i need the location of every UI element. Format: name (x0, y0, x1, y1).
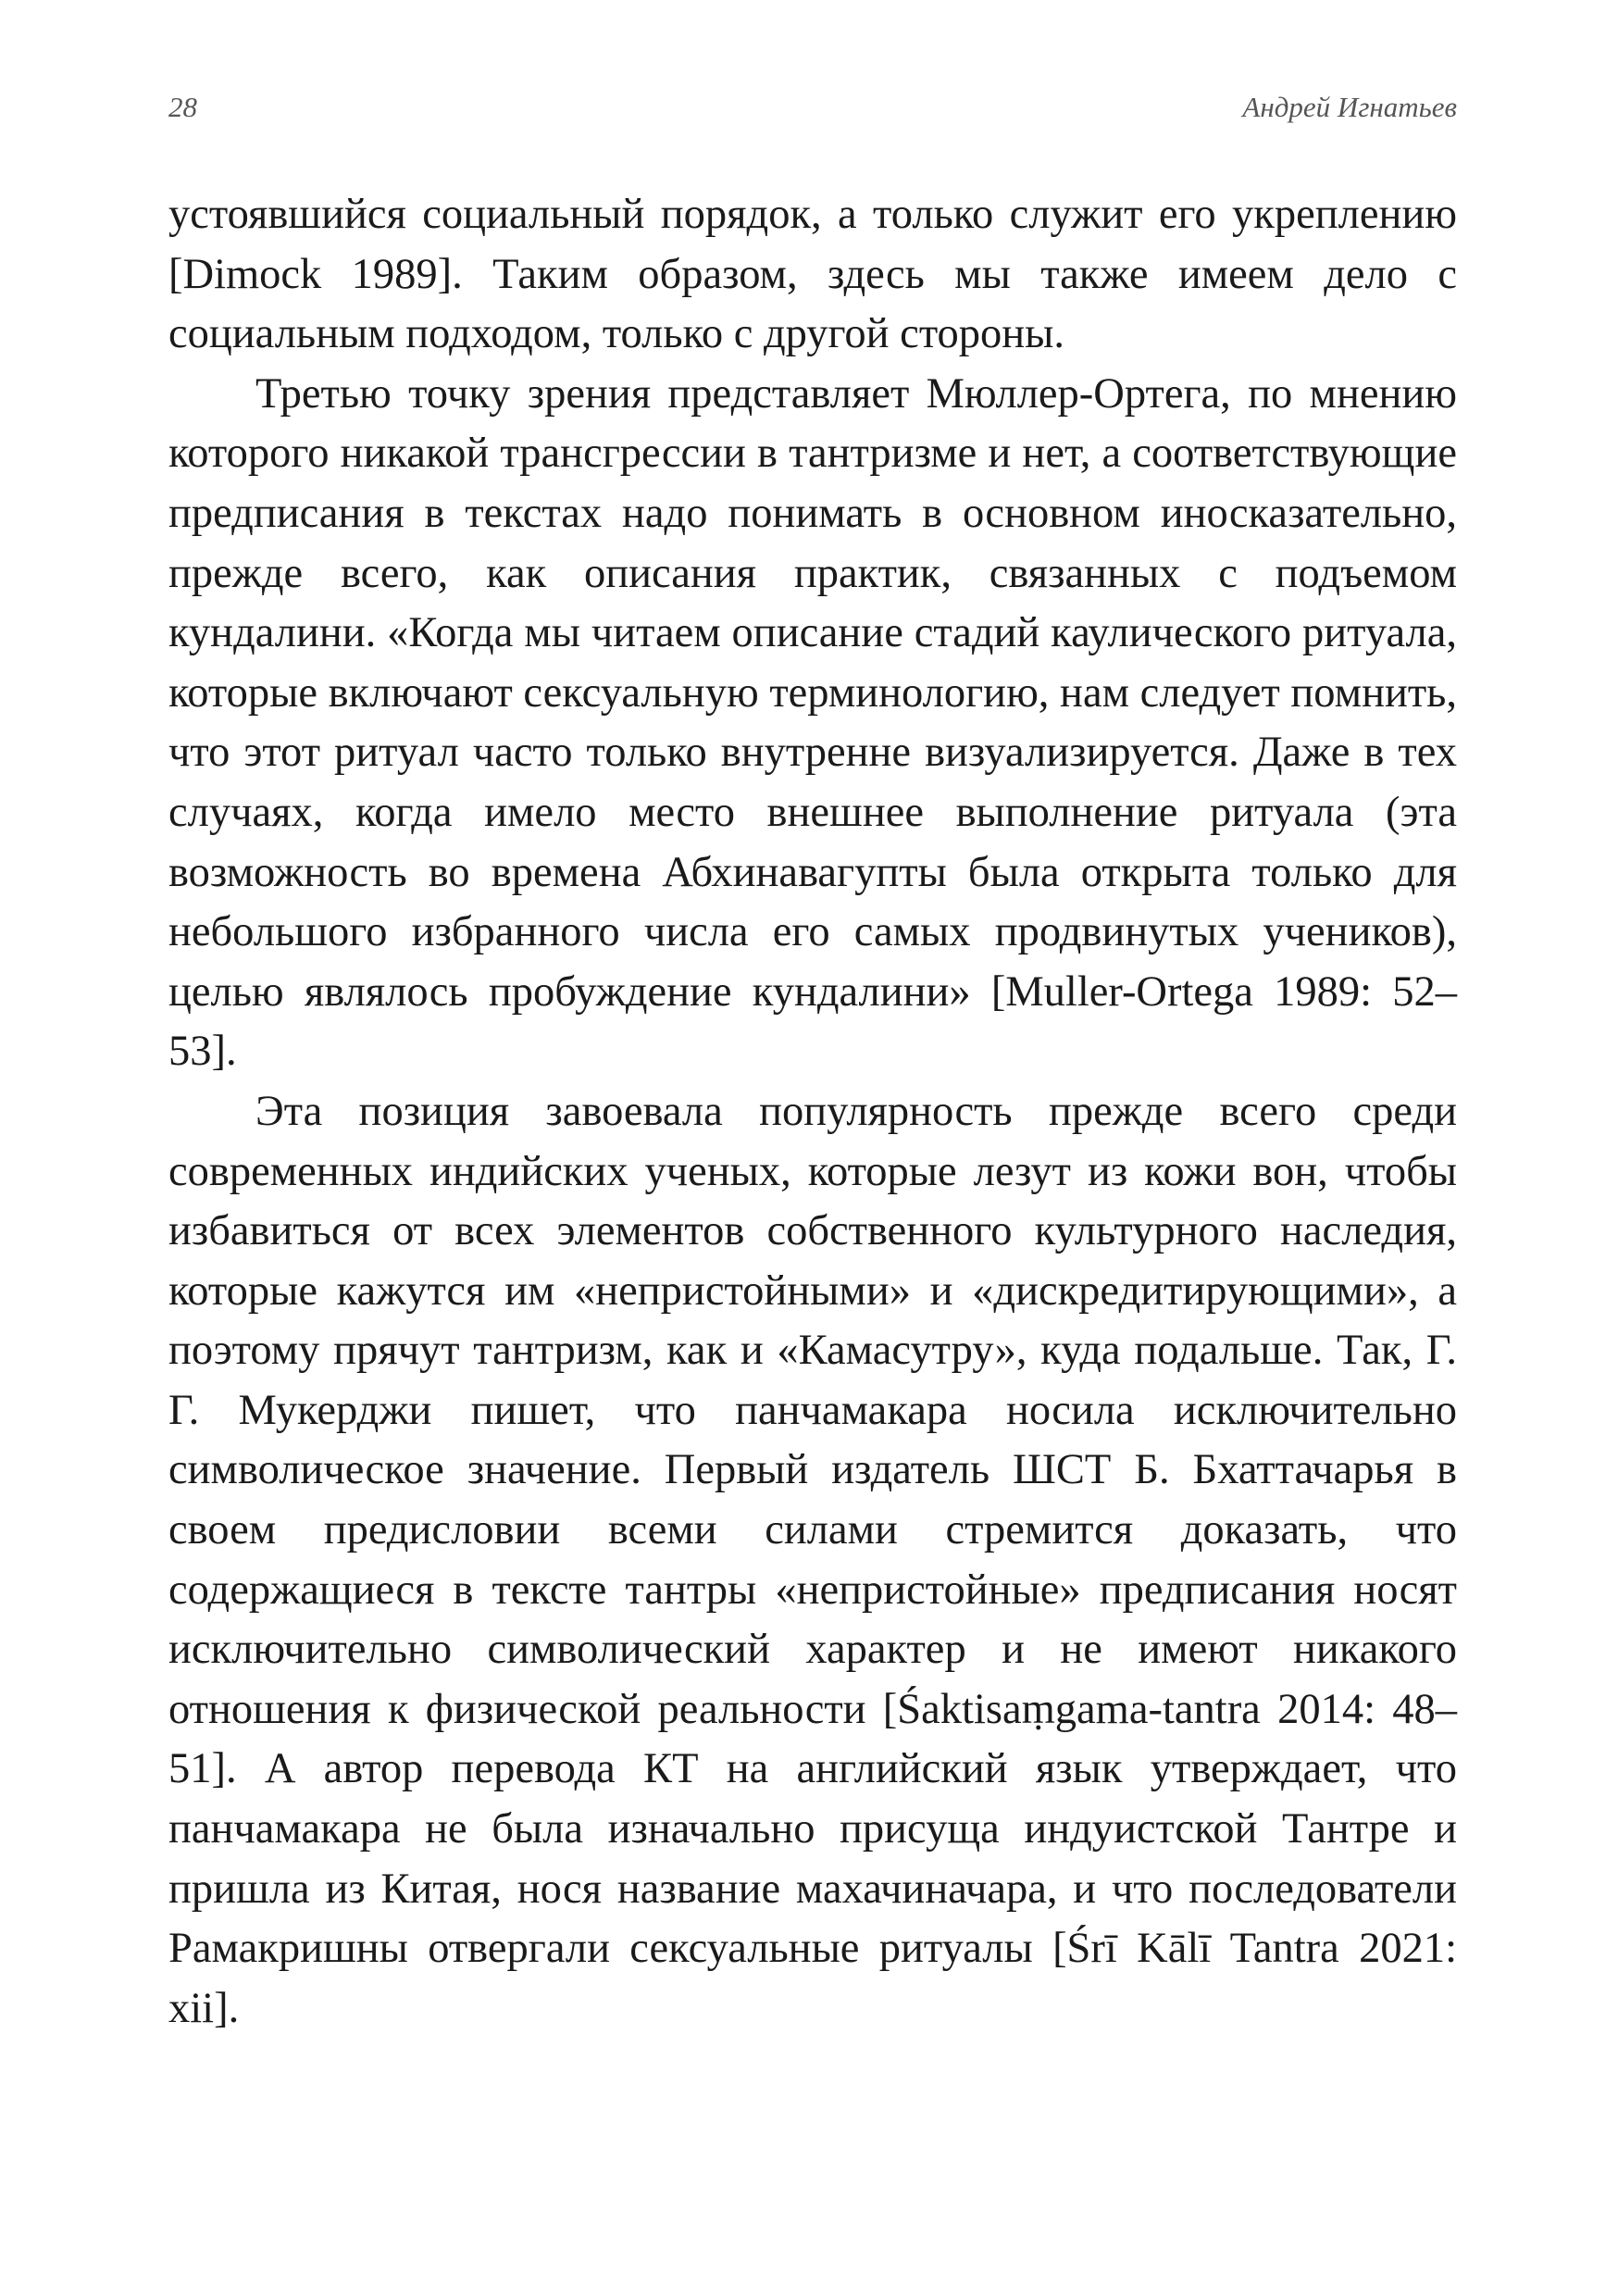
running-header-author: Андрей Игнатьев (1242, 91, 1457, 123)
paragraph-muller-ortega: Третью точку зрения представляет Мюллер-Ортега, по мнению которого никакой трансгрессии в тантризме и нет, а соответствующие предписания в текстах надо понимать в основном иносказательно, прежде всего, как описания практик, связанных с подъемом кундалини. «Когда мы читаем описание стадий каулического ритуала, которые включают сексуальную терминологию, нам следует помнить, что этот ритуал часто только внутренне визуализируется. Даже в тех случаях, когда имело место внешнее выполнение ритуала (эта возможность во времена Абхинавагупты была открыта только для небольшого избранного числа его самых продвинутых учеников), целью являлось пробуждение кундалини» [Muller-Ortega 1989: 52–53]. (168, 369, 1457, 1076)
paragraph-continuation: устоявшийся социальный порядок, а только служит его укреплению [Dimock 1989]. Таким образом, здесь мы также имеем дело с социальным подходом, только с другой стороны. (168, 191, 1457, 358)
body-text (168, 185, 1457, 2039)
running-header (168, 91, 1457, 137)
page-number: 28 (168, 91, 197, 123)
paragraph-indian-scholars: Эта позиция завоевала популярность прежде всего среди современных индийских ученых, которые лезут из кожи вон, чтобы избавиться от всех элементов собственного культурного наследия, которые кажутся им «непристойными» и «дискредитирующими», а поэтому прячут тантризм, как и «Камасутру», куда подальше. Так, Г. Г. Мукерджи пишет, что панчамакара носила исключительно символическое значение. Первый издатель ШСТ Б. Бхаттачарья в своем предисловии всеми силами стремится доказать, что содержащиеся в тексте тантры «непристойные» предписания носят исключительно символический характер и не имеют никакого отношения к физической реальности [Śaktisaṃgama-tantra 2014: 48–51]. А автор перевода КТ на английский язык утверждает, что панчамакара не была изначально присуща индуистской Тантре и пришла из Китая, нося название махачиначара, и что последователи Рамакришны отвергали сексуальные ритуалы [Śrī Kālī Tantra 2021: xii]. (168, 1087, 1457, 2032)
